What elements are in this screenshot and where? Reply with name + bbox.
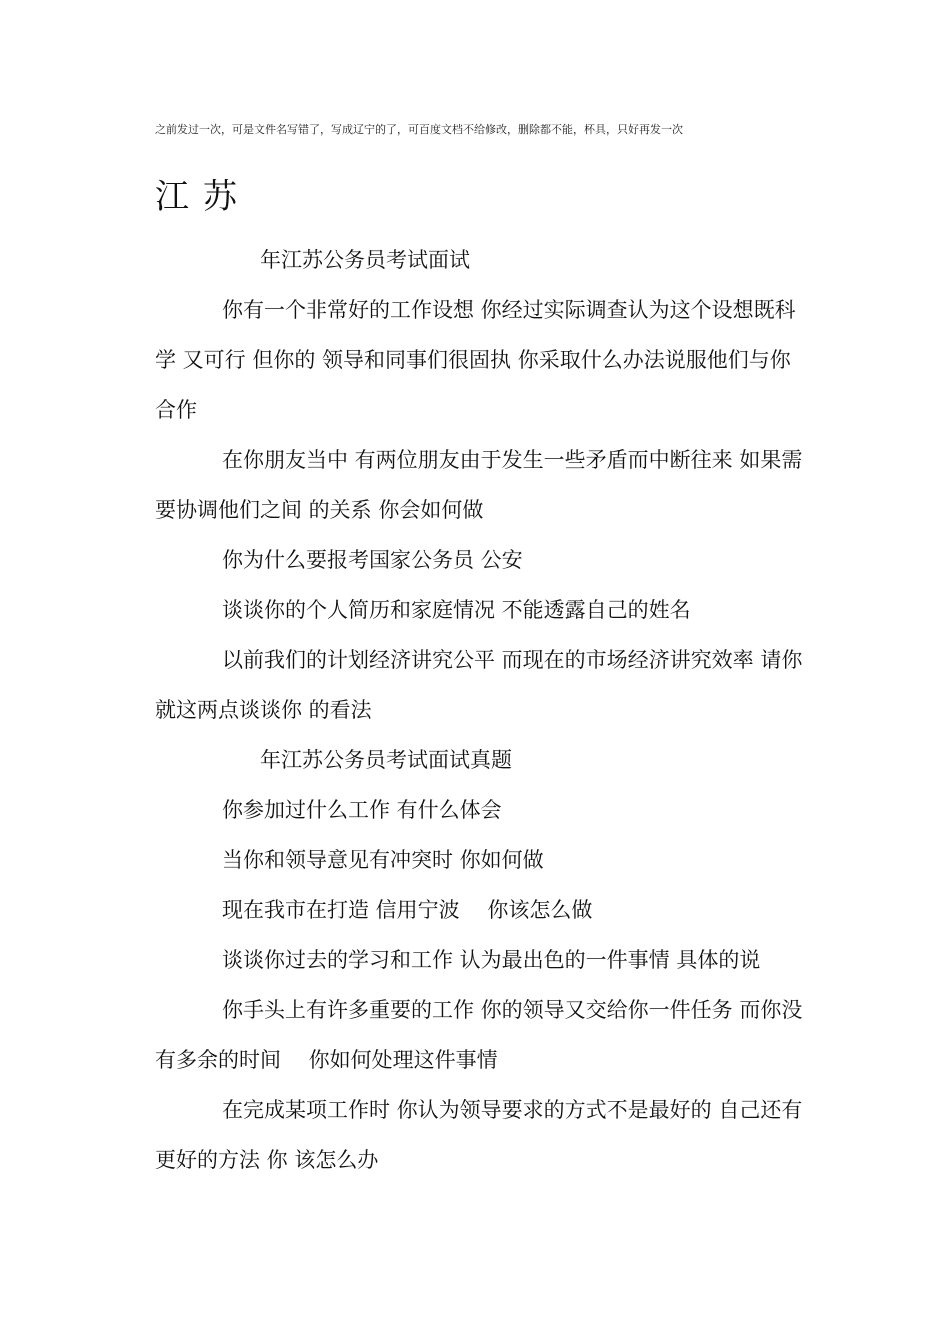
question-paragraph: 你有一个非常好的工作设想 你经过实际调查认为这个设想既科学 又可行 但你的 领导和同事们很固执 你采取什么办法说服他们与你合作 (155, 298, 796, 422)
document-body (155, 235, 807, 1185)
repost-note: 之前发过一次，可是文件名写错了，写成辽宁的了，可百度文档不给修改，删除都不能，杯具，只好再发一次 (155, 123, 683, 136)
question-paragraph: 谈谈你过去的学习和工作 认为最出色的一件事情 具体的说 (222, 948, 761, 972)
province-title: 江苏 (155, 177, 251, 217)
section-heading-1: 年江苏公务员考试面试 (260, 248, 470, 272)
question-paragraph: 你为什么要报考国家公务员 公安 (222, 548, 523, 572)
question-paragraph: 现在我市在打造 信用宁波 你该怎么做 (222, 898, 593, 922)
question-paragraph: 你手头上有许多重要的工作 你的领导又交给你一件任务 而你没有多余的时间 你如何处理这件事情 (155, 998, 803, 1072)
question-paragraph: 谈谈你的个人简历和家庭情况 不能透露自己的姓名 (222, 598, 691, 622)
section-heading-2: 年江苏公务员考试面试真题 (260, 748, 512, 772)
question-paragraph: 在你朋友当中 有两位朋友由于发生一些矛盾而中断往来 如果需要协调他们之间 的关系 你会如何做 (155, 448, 803, 522)
question-paragraph: 你参加过什么工作 有什么体会 (222, 798, 502, 822)
question-paragraph: 以前我们的计划经济讲究公平 而现在的市场经济讲究效率 请你就这两点谈谈你 的看法 (155, 648, 803, 722)
question-paragraph: 当你和领导意见有冲突时 你如何做 (222, 848, 544, 872)
question-paragraph: 在完成某项工作时 你认为领导要求的方式不是最好的 自己还有更好的方法 你 该怎么办 (155, 1098, 803, 1172)
